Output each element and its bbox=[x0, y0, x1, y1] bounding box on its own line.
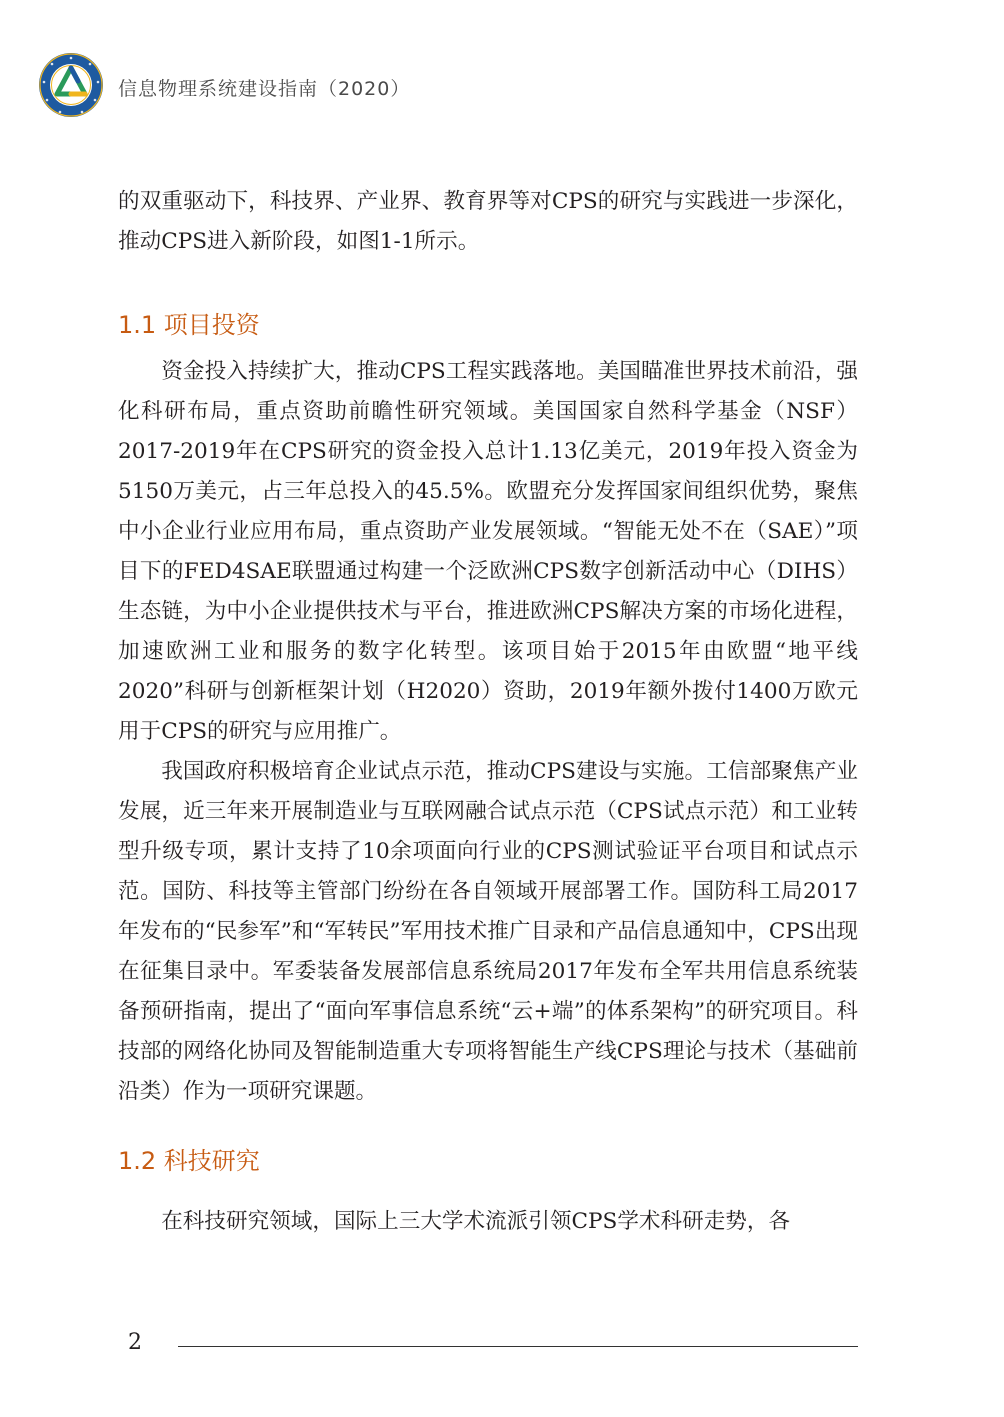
page-number: 2 bbox=[128, 1330, 142, 1355]
section-1-1-paragraph-1: 资金投入持续扩大，推动CPS工程实践落地。美国瞄准世界技术前沿，强化科研布局，重点资助前瞻性研究领域。美国国家自然科学基金（NSF）2017-2019年在CPS研究的资金投入总计1.13亿美元，2019年投入资金为5150万美元，占三年总投入的45.5%。欧盟充分发挥国家间组织优势，聚焦中小企业行业应用布局，重点资助产业发展领域。“智能无处不在（SAE）”项目下的FED4SAE联盟通过构建一个泛欧洲CPS数字创新活动中心（DIHS）生态链，为中小企业提供技术与平台，推进欧洲CPS解决方案的市场化进程，加速欧洲工业和服务的数字化转型。该项目始于2015年由欧盟“地平线2020”科研与创新框架计划（H2020）资助，2019年额外拨付1400万欧元用于CPS的研究与应用推广。 bbox=[118, 359, 858, 744]
intro-paragraph: 的双重驱动下，科技界、产业界、教育界等对CPS的研究与实践进一步深化，推动CPS进入新阶段，如图1-1所示。 bbox=[118, 189, 858, 254]
section-heading-1-1: 1.1 项目投资 bbox=[118, 311, 260, 339]
running-header-title: 信息物理系统建设指南（2020） bbox=[118, 78, 411, 100]
footer-divider bbox=[178, 1346, 858, 1347]
emblem-logo-icon bbox=[38, 52, 104, 118]
section-1-2-paragraph-1: 在科技研究领域，国际上三大学术流派引领CPS学术科研走势，各 bbox=[161, 1209, 791, 1234]
page-body bbox=[118, 182, 858, 1242]
section-heading-1-2: 1.2 科技研究 bbox=[118, 1147, 260, 1175]
section-1-1-paragraph-2: 我国政府积极培育企业试点示范，推动CPS建设与实施。工信部聚焦产业发展，近三年来开展制造业与互联网融合试点示范（CPS试点示范）和工业转型升级专项，累计支持了10余项面向行业的CPS测试验证平台项目和试点示范。国防、科技等主管部门纷纷在各自领域开展部署工作。国防科工局2017年发布的“民参军”和“军转民”军用技术推广目录和产品信息通知中，CPS出现在征集目录中。军委装备发展部信息系统局2017年发布全军共用信息系统装备预研指南，提出了“面向军事信息系统“云+端”的体系架构”的研究项目。科技部的网络化协同及智能制造重大专项将智能生产线CPS理论与技术（基础前沿类）作为一项研究课题。 bbox=[118, 759, 858, 1104]
